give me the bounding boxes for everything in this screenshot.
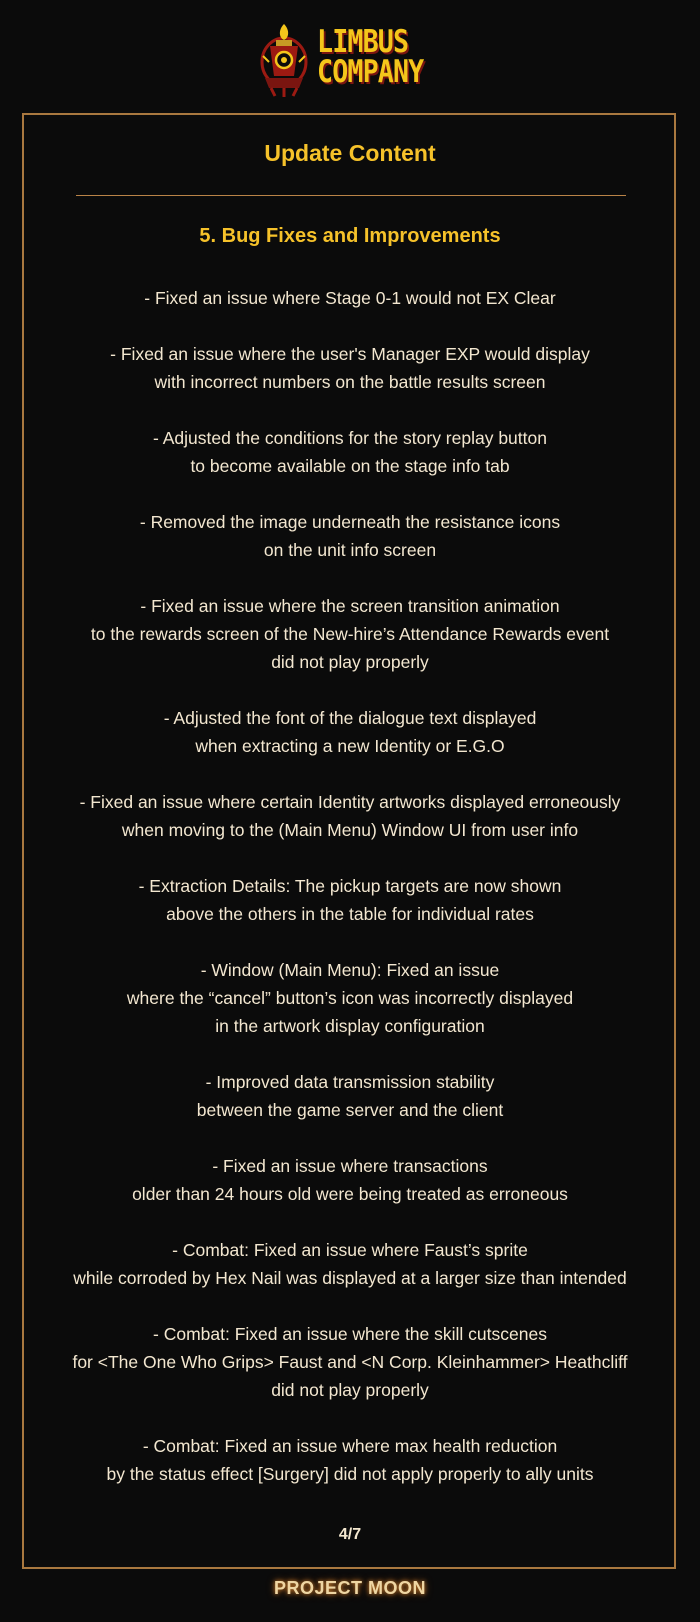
- update-note-item: [40, 1432, 660, 1488]
- update-note-item: [40, 956, 660, 1040]
- update-note-item: [40, 1068, 660, 1124]
- update-note-item: [40, 284, 660, 312]
- update-note-line: to become available on the stage info tab: [190, 456, 510, 476]
- footer-brand: PROJECT MOON: [273, 1578, 426, 1598]
- update-note-line: - Improved data transmission stability: [205, 1072, 495, 1092]
- update-note-item: [40, 788, 660, 844]
- update-note-line: in the artwork display configuration: [215, 1016, 485, 1036]
- title-divider: [76, 195, 626, 196]
- update-note-line: - Extraction Details: The pickup targets are now shown: [138, 876, 562, 896]
- update-note-item: [40, 592, 660, 676]
- brand-logo: [0, 14, 700, 100]
- update-note-line: where the “cancel” button’s icon was incorrectly displayed: [126, 988, 574, 1008]
- update-note-line: - Fixed an issue where Stage 0-1 would not EX Clear: [144, 288, 556, 308]
- update-note-line: - Fixed an issue where transactions: [212, 1156, 488, 1176]
- update-note-line: - Window (Main Menu): Fixed an issue: [200, 960, 500, 980]
- update-note-line: when extracting a new Identity or E.G.O: [195, 736, 505, 756]
- update-note-line: - Adjusted the conditions for the story replay button: [153, 428, 547, 448]
- update-note-line: above the others in the table for individual rates: [166, 904, 534, 924]
- update-note-item: [40, 424, 660, 480]
- page-indicator: 4/7: [338, 1526, 362, 1543]
- update-note-line: to the rewards screen of the New-hire’s Attendance Rewards event: [90, 624, 610, 644]
- update-note-line: on the unit info screen: [263, 540, 437, 560]
- update-notes-list: [40, 284, 660, 1516]
- update-note-item: [40, 1236, 660, 1292]
- logo-line-1: LIMBUS: [317, 24, 409, 60]
- update-note-line: - Fixed an issue where the screen transition animation: [140, 596, 560, 616]
- update-note-line: - Combat: Fixed an issue where the skill cutscenes: [153, 1324, 547, 1344]
- update-note-item: [40, 872, 660, 928]
- update-note-item: [40, 508, 660, 564]
- update-note-line: - Combat: Fixed an issue where max health reduction: [142, 1436, 558, 1456]
- page-title: Update Content: [264, 140, 436, 166]
- update-note-line: - Combat: Fixed an issue where Faust’s sprite: [172, 1240, 528, 1260]
- logo-line-2: COMPANY: [317, 54, 424, 90]
- update-note-line: for <The One Who Grips> Faust and <N Corp. Kleinhammer> Heathcliff: [72, 1352, 628, 1372]
- update-note-line: did not play properly: [271, 1380, 429, 1400]
- update-note-line: when moving to the (Main Menu) Window UI from user info: [121, 820, 579, 840]
- update-note-line: by the status effect [Surgery] did not apply properly to ally units: [106, 1464, 594, 1484]
- update-note-line: - Removed the image underneath the resistance icons: [139, 512, 561, 532]
- update-note-item: [40, 340, 660, 396]
- update-note-line: older than 24 hours old were being treated as erroneous: [132, 1184, 568, 1204]
- update-note-item: [40, 1320, 660, 1404]
- update-note-line: - Fixed an issue where certain Identity artworks displayed erroneously: [79, 792, 621, 812]
- update-note-line: did not play properly: [271, 652, 429, 672]
- update-note-item: [40, 704, 660, 760]
- update-note-line: - Fixed an issue where the user's Manager EXP would display: [110, 344, 590, 364]
- update-note-line: with incorrect numbers on the battle results screen: [154, 372, 546, 392]
- update-note-item: [40, 1152, 660, 1208]
- update-note-line: - Adjusted the font of the dialogue text displayed: [163, 708, 537, 728]
- brand-wordmark: [317, 24, 441, 90]
- limbus-company-emblem-icon: [259, 16, 309, 98]
- section-heading: 5. Bug Fixes and Improvements: [199, 225, 501, 247]
- update-note-line: between the game server and the client: [196, 1100, 504, 1120]
- update-note-line: while corroded by Hex Nail was displayed at a larger size than intended: [73, 1268, 627, 1288]
